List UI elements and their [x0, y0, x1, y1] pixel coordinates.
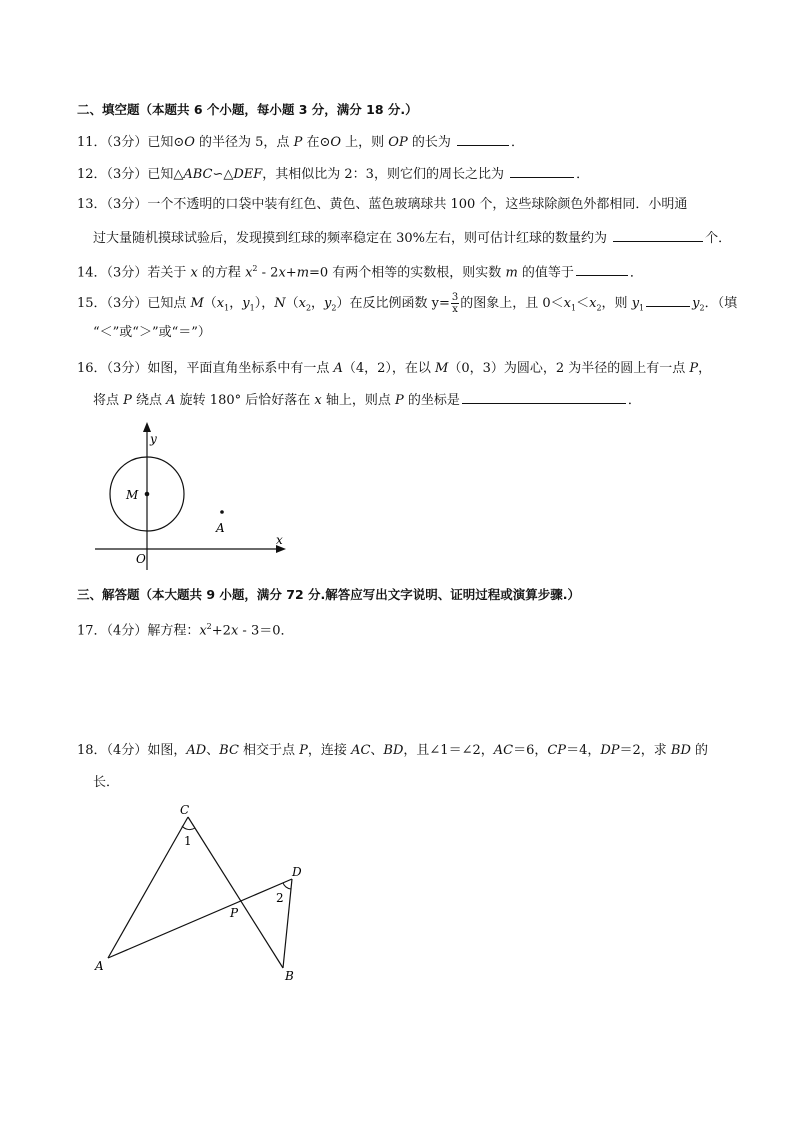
- question-17: [77, 618, 293, 640]
- q11-text: 11．（3分）已知⊙: [77, 135, 185, 150]
- q15-subscript: 2: [596, 303, 602, 313]
- q15-var: y: [324, 296, 332, 311]
- point-m: [145, 492, 150, 497]
- q15-text: ）在反比例函数 y=: [336, 296, 450, 311]
- q11-var: O: [330, 135, 342, 150]
- segment-db: [283, 879, 292, 968]
- q11-text: ．: [510, 135, 524, 150]
- question-15-line-2: “＜”或“＞”或“＝”）: [93, 325, 211, 340]
- q18-text: 的: [690, 743, 709, 758]
- q14-var: m: [296, 265, 310, 281]
- q14-exponent: 2: [252, 264, 258, 273]
- q15-text: 的图象上，且 0＜: [460, 296, 564, 311]
- q15-var: x: [298, 296, 306, 311]
- q11-text: 在⊙: [302, 135, 331, 150]
- fraction-denominator: x: [452, 304, 458, 315]
- q16-text: 的坐标是: [403, 393, 460, 408]
- q16-text: ．: [627, 393, 641, 408]
- q15-text: ，: [311, 296, 325, 311]
- q12-text: 12．（3分）已知△: [77, 167, 184, 182]
- q14-text: ．: [629, 265, 643, 281]
- section-2-title: 二、填空题（本题共 6 个小题，每小题 3 分，满分 18 分.）: [77, 102, 418, 117]
- label-c: C: [180, 803, 190, 817]
- q18-text: 相交于点: [238, 743, 300, 758]
- q15-text: ．（填: [704, 296, 738, 311]
- q17-text: +2: [211, 623, 231, 639]
- q14-text: 14．（3分）若关于: [77, 265, 191, 281]
- q15-subscript: 1: [571, 303, 577, 313]
- q16-var: x: [314, 393, 322, 408]
- label-p: P: [230, 906, 239, 920]
- q16-var: P: [395, 393, 404, 408]
- q18-var: AD: [186, 743, 207, 758]
- q15-subscript: 1: [639, 303, 645, 313]
- label-angle-2: 2: [276, 891, 284, 905]
- q14-var: m: [505, 265, 518, 281]
- q11-text: 上，则: [341, 135, 389, 150]
- segment-cb: [188, 817, 283, 968]
- q16-text: 轴上，则点: [321, 393, 395, 408]
- q13-text: 30%左右，则可估计红球的数量约为: [396, 231, 612, 246]
- q18-var: CP: [547, 743, 567, 758]
- q15-text: 15．（3分）已知点: [77, 296, 191, 311]
- q15-text: ），: [254, 296, 275, 311]
- label-origin: O: [136, 552, 146, 566]
- q11-var: O: [184, 135, 195, 150]
- q15-subscript: 1: [224, 303, 230, 313]
- q18-text: ＝2，求: [619, 743, 671, 758]
- q12-var: DEF: [233, 167, 263, 182]
- q17-text: 17．（4分）解方程：: [77, 623, 200, 639]
- q15-var: N: [274, 296, 286, 311]
- point-a: [220, 510, 224, 514]
- q15-subscript: 1: [249, 303, 255, 313]
- q14-var: x: [190, 265, 198, 281]
- label-m: M: [126, 488, 139, 502]
- fraction-numerator: 3: [451, 292, 459, 303]
- q15-text: ，: [229, 296, 243, 311]
- q18-var: AC: [351, 743, 371, 758]
- q16-var: P: [689, 361, 699, 376]
- q15-subscript: 2: [699, 303, 705, 313]
- question-18-line-2: 长．: [93, 775, 120, 790]
- label-x-axis: x: [276, 533, 283, 547]
- q16-var: M: [435, 361, 449, 376]
- q15-var: y: [631, 296, 640, 311]
- q17-var: x: [230, 623, 239, 639]
- q18-text: ＝6，: [513, 743, 548, 758]
- q14-var: x: [278, 265, 286, 281]
- q15-var: M: [190, 296, 204, 311]
- q15-var: y: [242, 296, 250, 311]
- q12-text: ，其相似比为 2：3，则它们的周长之比为: [262, 167, 509, 182]
- section-3-title: 三、解答题（本大题共 9 小题，满分 72 分.解答应写出文字说明、证明过程或演算步骤.）: [77, 587, 580, 602]
- q15-text: （: [203, 296, 217, 311]
- q14-text: 的方程: [197, 265, 246, 281]
- q15-text: ＜: [576, 296, 590, 311]
- q17-exponent: 2: [206, 622, 212, 631]
- q11-text: 的半径为 5，点: [194, 135, 294, 150]
- q12-text: ．: [576, 167, 590, 182]
- q15-text: （: [285, 296, 299, 311]
- q14-text: 的值等于: [517, 265, 574, 281]
- q18-var: AC: [493, 743, 514, 758]
- q15-var: y: [692, 296, 700, 311]
- q16-text: 绕点: [131, 393, 167, 408]
- figure-18-triangles: [94, 803, 302, 983]
- q18-var: BD: [383, 743, 404, 758]
- q16-text: 旋转 180° 后恰好落在: [175, 393, 315, 408]
- q14-text: +: [285, 265, 297, 281]
- q15-var: x: [589, 296, 597, 311]
- label-b: B: [285, 969, 294, 983]
- q11-var: OP: [388, 135, 408, 150]
- label-angle-1: 1: [184, 834, 192, 848]
- segment-ad: [108, 879, 292, 958]
- segment-ac: [108, 817, 188, 958]
- q18-var: P: [299, 743, 308, 758]
- q16-var: A: [333, 361, 343, 376]
- q15-subscript: 2: [305, 303, 312, 313]
- y-axis-arrow-icon: [143, 422, 151, 432]
- q18-text: ，且∠1＝∠2，: [403, 743, 494, 758]
- q15-subscript: 2: [331, 303, 337, 313]
- q18-var: BC: [219, 743, 239, 758]
- q17-text: - 3＝0．: [238, 623, 294, 639]
- q16-text: ，: [698, 361, 712, 376]
- q18-text: 、: [370, 743, 384, 758]
- q13-text: 过大量随机摸球试验后，发现摸到红球的频率稳定在: [93, 231, 397, 246]
- question-13-line-1: 13．（3分）一个不透明的口袋中装有红色、黄色、蓝色玻璃球共 100 个，这些球除颜色外都相同．小明通: [77, 197, 688, 212]
- label-d: D: [292, 865, 302, 879]
- q16-text: 16．（3分）如图，平面直角坐标系中有一点: [77, 361, 334, 376]
- q18-var: BD: [670, 743, 691, 758]
- q11-var: P: [293, 135, 303, 150]
- label-a: A: [216, 521, 225, 535]
- q13-text: 个．: [705, 231, 732, 246]
- label-y-axis: y: [150, 432, 157, 446]
- q12-var: ABC: [183, 167, 213, 182]
- q16-text: （0，3）为圆心，2 为半径的圆上有一点: [448, 361, 690, 376]
- q14-var: x: [245, 265, 253, 281]
- q16-text: 将点: [93, 393, 124, 408]
- angle-2-arc: [283, 883, 291, 889]
- q18-text: 、: [206, 743, 220, 758]
- label-a: A: [95, 959, 104, 973]
- angle-1-arc: [182, 826, 195, 830]
- q14-text: =0 有两个相等的实数根，则实数: [309, 265, 506, 281]
- q14-text: - 2: [257, 265, 279, 281]
- q15-var: x: [563, 296, 571, 311]
- q16-text: （4，2），在以: [342, 361, 436, 376]
- question-18-line-1: [77, 742, 708, 760]
- q18-text: ，连接: [307, 743, 352, 758]
- q18-text: ＝4，: [566, 743, 601, 758]
- q17-var: x: [199, 623, 207, 639]
- q12-text: ∽△: [212, 167, 234, 182]
- q18-text: 18．（4分）如图，: [77, 743, 187, 758]
- q16-var: P: [123, 393, 132, 408]
- q15-text: ，则: [601, 296, 632, 311]
- q11-text: 的长为: [407, 135, 455, 150]
- q15-var: x: [216, 296, 225, 311]
- q18-var: DP: [600, 743, 620, 758]
- q16-var: A: [166, 393, 176, 408]
